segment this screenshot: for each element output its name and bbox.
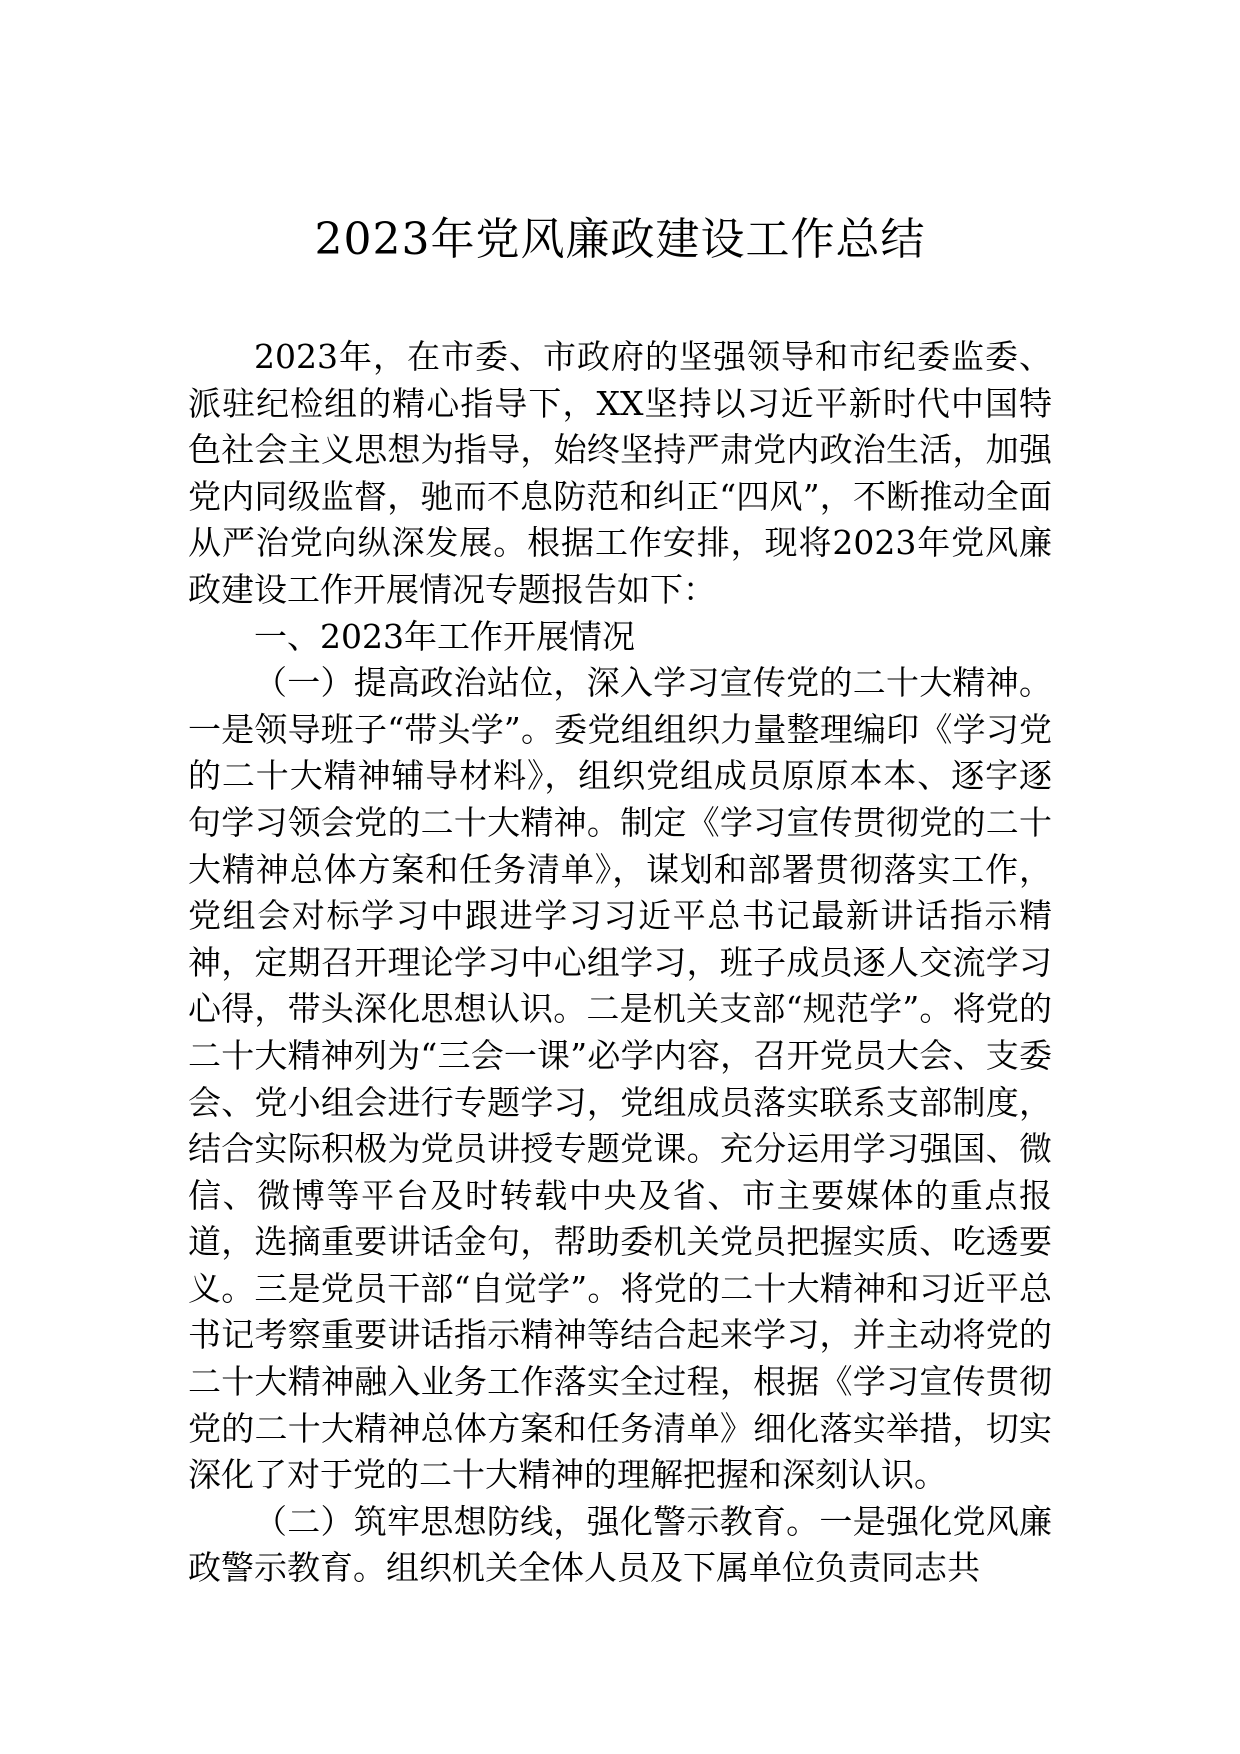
paragraph-section-1-1: （一）提高政治站位，深入学习宣传党的二十大精神。一是领导班子“带头学”。委党组组织力量整理编印《学习党的二十大精神辅导材料》，组织党组成员原原本本、逐字逐句学习领会党的二十大精神。制定《学习宣传贯彻党的二十大精神总体方案和任务清单》，谋划和部署贯彻落实工作，党组会对标学习中跟进学习习近平总书记最新讲话指示精神，定期召开理论学习中心组学习，班子成员逐人交流学习心得，带头深化思想认识。二是机关支部“规范学”。将党的二十大精神列为“三会一课”必学内容，召开党员大会、支委会、党小组会进行专题学习，党组成员落实联系支部制度，结合实际积极为党员讲授专题党课。充分运用学习强国、微信、微博等平台及时转载中央及省、市主要媒体的重点报道，选摘重要讲话金句，帮助委机关党员把握实质、吃透要义。三是党员干部“自觉学”。将党的二十大精神和习近平总书记考察重要讲话指示精神等结合起来学习，并主动将党的二十大精神融入业务工作落实全过程，根据《学习宣传贯彻党的二十大精神总体方案和任务清单》细化落实举措，切实深化了对于党的二十大精神的理解把握和深刻认识。 (188, 663, 1052, 1495)
paragraph-intro: 2023年，在市委、市政府的坚强领导和市纪委监委、派驻纪检组的精心指导下，XX坚持以习近平新时代中国特色社会主义思想为指导，始终坚持严肃党内政治生活，加强党内同级监督，驰而不息防范和纠正“四风”，不断推动全面从严治党向纵深发展。根据工作安排，现将2023年党风廉政建设工作开展情况专题报告如下： (188, 337, 1052, 609)
document-body (188, 334, 1052, 1592)
document-title: 2023年党风廉政建设工作总结 (314, 214, 926, 265)
section-heading-1: 一、2023年工作开展情况 (254, 616, 635, 656)
paragraph-section-1-2: （二）筑牢思想防线，强化警示教育。一是强化党风廉政警示教育。组织机关全体人员及下属单位负责同志共 (188, 1501, 1052, 1588)
